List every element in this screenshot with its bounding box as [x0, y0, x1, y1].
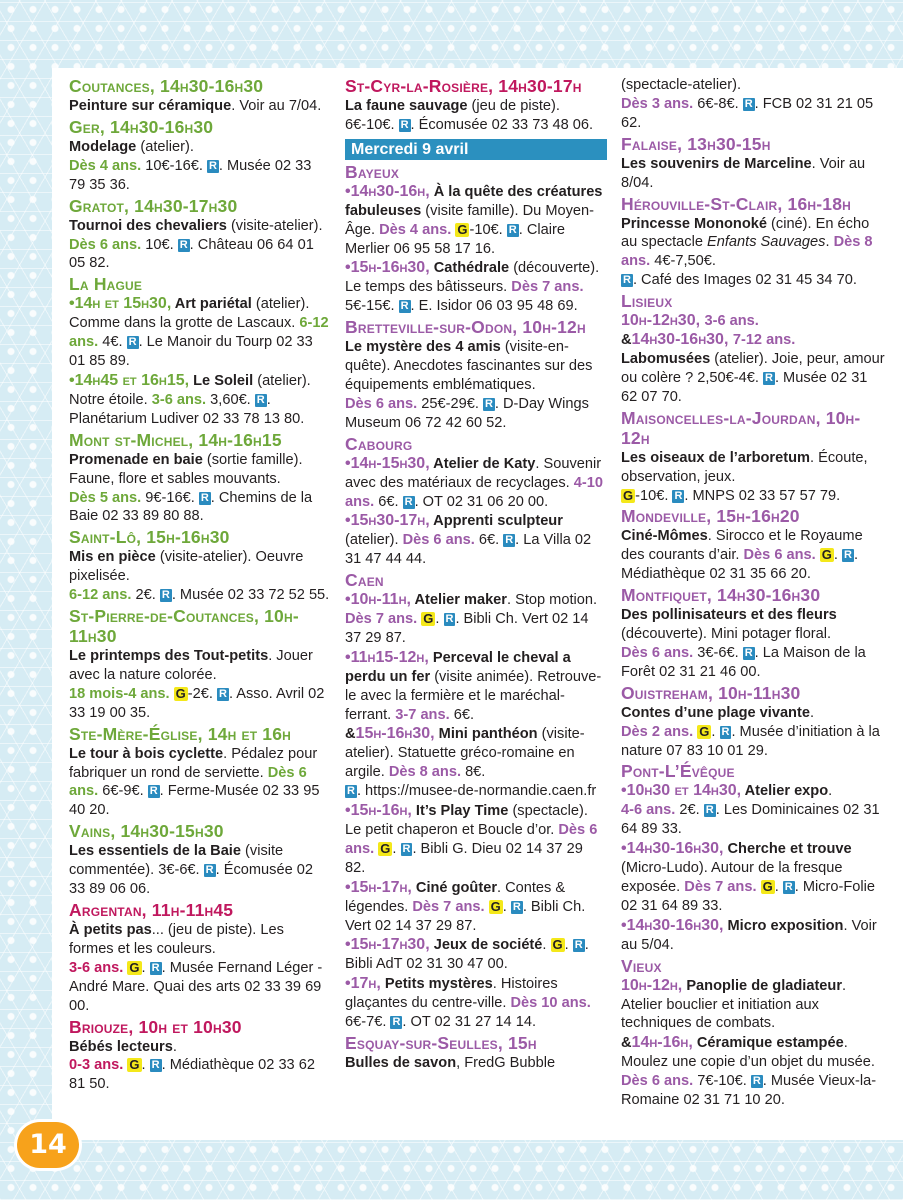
contact: . Asso. Avril 02 33 19 00 35. — [69, 685, 325, 721]
price: 10€-16€. — [141, 157, 207, 174]
event-time: •14h30-16h, — [345, 182, 430, 200]
column-2 — [345, 76, 607, 1074]
age-range: Dès 6 ans. — [345, 395, 418, 412]
event-title: Peinture sur céramique — [69, 98, 232, 114]
event-title: À petits pas — [69, 922, 152, 938]
age-range: 3-6 ans. — [69, 959, 124, 976]
r-badge-icon: R — [400, 300, 409, 313]
g-badge-icon: G — [423, 611, 434, 627]
event-title: Panoplie de gladiateur — [682, 977, 843, 994]
r-badge-icon: R — [347, 785, 355, 798]
entry-caen: Caen •10h-11h, Atelier maker. Stop motion. Dès 7 ans. G . R . Bibli Ch. Vert 02 14 37 29 87. •11h15-12h, Perceval le cheval a perdu un fer (visite animée). Retrouve-le avec la fermière et le maréchal-ferrant. 3-7 ans. 6€. &15h-16h30, Mini panthéon (visite-atelier). Statuette gréco-romaine en argile. Dès 8 ans. 8€. R . https://musee-de-normandie.caen.fr •15h-16h, It’s Play Time (spectacle). Le petit chaperon et Boucle d’or. Dès 6 ans. G . R . Bibli G. Dieu 02 14 37 29 82. •15h-17h, Ciné goûter. Contes & légendes. Dès 7 ans. G . R . Bibli Ch. Vert 02 14 37 29 87. •15h-17h30, Jeux de société. G . R . Bibli AdT 02 31 30 47 00. •17h, Petits mystères. Histoires glaçantes du centre-ville. Dès 10 ans. 6€-7€. R . OT 02 31 27 14 14. — [345, 570, 607, 1032]
event-time: •11h15-12h, — [345, 648, 429, 666]
event-kind: (visite commentée). — [69, 843, 284, 879]
age-range: Dès 6 ans. — [69, 764, 307, 800]
r-badge-icon: R — [256, 393, 265, 406]
entry-gratot — [69, 196, 331, 274]
event-desc: . Voir au 7/04. — [231, 98, 322, 114]
g-badge-icon: G — [821, 547, 832, 563]
event-time: •15h-16h30, — [345, 259, 430, 277]
event-title: Jeux de société — [429, 937, 543, 954]
entry-vains — [69, 821, 331, 899]
contact: . Ferme-Musée 02 33 95 40 20. — [69, 783, 320, 819]
r-badge-icon: R — [151, 1059, 160, 1072]
contact: . E. Isidor 06 03 95 48 69. — [410, 298, 578, 315]
place-heading: Hérouville-St-Clair, 16h-18h — [621, 193, 852, 214]
entry-montfiquet — [621, 585, 885, 682]
event-desc: . Écoute, observation, jeux. — [621, 449, 868, 485]
entry-pont-leveque: Pont-L’Évêque •10h30 et 14h30, Atelier expo. 4-6 ans. 2€. R . Les Dominicaines 02 31 64 89 33. •14h30-16h30, Cherche et trouve (Micro-Ludo). Autour de la fresque exposée. Dès 7 ans. G . R . Micro-Folie 02 31 64 89 33. •14h30-16h30, Micro exposition. Voir au 5/04. — [621, 761, 885, 954]
listing-panel — [52, 68, 903, 1140]
r-badge-icon: R — [205, 864, 214, 877]
event-title: Mini panthéon — [434, 726, 538, 743]
age-range: Dès 3 ans. — [621, 95, 694, 112]
event-desc: . Histoires glaçantes du centre-ville. — [345, 976, 558, 1012]
event-desc: (Micro-Ludo). Autour de la fresque exposée. — [621, 860, 843, 895]
entry-esquay-continued — [621, 76, 885, 133]
age-range: 0-3 ans. — [69, 1057, 124, 1074]
g-badge-icon: G — [457, 221, 468, 237]
event-title: Mis en pièce — [69, 549, 156, 566]
contact: . Château 06 64 01 05 82. — [69, 236, 314, 272]
price: 6€. — [474, 532, 504, 549]
r-badge-icon: R — [784, 881, 793, 893]
age-range: Dès 8 ans. — [621, 234, 873, 270]
event-desc: . Moulez une copie d’un objet du musée. — [621, 1035, 875, 1071]
age-range: Dès 2 ans. — [621, 723, 694, 740]
price: 10€. — [141, 236, 178, 253]
g-badge-icon: G — [380, 840, 391, 856]
event-desc: (découverte). Mini potager floral. — [621, 626, 832, 643]
entry-ste-mere-eglise — [69, 724, 331, 821]
place-heading: Bretteville-sur-Odon, 10h-12h — [345, 317, 586, 338]
event-time: •14h et 15h30, — [69, 295, 172, 313]
contact: . Musée d’initiation à la nature 07 83 10 01 29. — [621, 723, 880, 759]
event-kind: (jeu de piste). — [467, 98, 560, 114]
event-title: Atelier de Katy — [429, 455, 536, 472]
age-range: Dès 6 ans. — [402, 532, 475, 549]
r-badge-icon: R — [218, 687, 227, 700]
event-desc: . — [542, 937, 551, 954]
place-heading: Vains, 14h30-15h30 — [69, 821, 224, 842]
price: -10€. — [635, 487, 673, 504]
page-number: 14 — [17, 1122, 79, 1168]
event-desc: , FredG Bubble — [456, 1054, 556, 1071]
event-desc: . Pédalez pour fabriquer un rond de serviette. — [69, 745, 318, 781]
r-badge-icon: R — [402, 842, 411, 855]
event-title: Princesse Mononoké — [621, 215, 767, 232]
r-badge-icon: R — [705, 804, 714, 817]
contact: . Chemins de la Baie 02 33 89 80 88. — [69, 489, 313, 525]
event-time: •15h30-17h, — [345, 512, 430, 530]
g-badge-icon: G — [762, 879, 773, 894]
event-title: It’s Play Time — [411, 803, 509, 820]
r-badge-icon: R — [404, 495, 413, 508]
price: 25€-29€. — [417, 395, 483, 412]
event-title: Atelier maker — [410, 592, 507, 609]
contact: . Médiathèque 02 31 35 66 20. — [621, 547, 859, 583]
event-title: Céramique estampée — [692, 1035, 844, 1052]
entry-maisoncelles — [621, 408, 885, 506]
event-desc: . Contes & légendes. — [345, 879, 566, 915]
age-range: 7-12 ans. — [732, 332, 796, 349]
event-desc: . Voir au 5/04. — [621, 917, 877, 953]
contact: . MNPS 02 33 57 57 79. — [684, 487, 841, 504]
age-range: 3-6 ans. — [704, 313, 759, 330]
event-title: Les essentiels de la Baie — [69, 843, 241, 860]
r-badge-icon: R — [400, 118, 409, 131]
place-heading: Esquay-sur-Seulles, 15h — [345, 1032, 537, 1053]
r-badge-icon: R — [151, 961, 160, 974]
price: 3€-6€. — [693, 644, 743, 661]
event-title: Des pollinisateurs et des fleurs — [621, 607, 837, 624]
price: 6€-9€. — [98, 783, 148, 800]
event-title: Promenade en baie — [69, 451, 203, 468]
day-header: Mercredi 9 avril — [345, 139, 607, 160]
ampersand: & — [345, 726, 356, 743]
event-desc: En écho au spectacle — [621, 215, 870, 251]
age-range: 4-6 ans. — [621, 802, 676, 819]
event-time: •15h-17h30, — [345, 936, 430, 954]
r-badge-icon: R — [721, 725, 730, 738]
event-desc: . Souvenir avec des matériaux de recyclages. — [345, 455, 602, 491]
event-desc: . Jouer avec la nature colorée. — [69, 648, 313, 683]
price: 4€. — [98, 334, 127, 351]
event-time: •14h30-16h30, — [621, 840, 724, 858]
event-title: Le printemps des Tout-petits — [69, 648, 269, 665]
event-desc: (découverte). Le temps des bâtisseurs. — [345, 260, 600, 296]
place-heading: Caen — [345, 570, 384, 591]
r-badge-icon: R — [505, 534, 514, 547]
r-badge-icon: R — [844, 549, 852, 562]
place-heading: Mondeville, 15h-16h20 — [621, 506, 800, 527]
price: 7€-10€. — [693, 1073, 751, 1090]
entry-st-cyr — [345, 76, 607, 135]
place-heading: Briouze, 10h et 10h30 — [69, 1016, 242, 1037]
r-badge-icon: R — [445, 613, 454, 626]
age-range: 6-12 ans. — [69, 315, 329, 351]
place-heading: Coutances, 14h30-16h30 — [69, 76, 264, 96]
event-time: •17h, — [345, 975, 381, 993]
age-range: 6-12 ans. — [69, 587, 132, 604]
event-title: Cherche et trouve — [723, 841, 852, 858]
r-badge-icon: R — [674, 489, 683, 502]
age-range: 3-7 ans. — [395, 706, 450, 723]
price: 3€-6€. — [154, 862, 204, 879]
event-time: •15h-17h, — [345, 878, 412, 896]
event-kind: ... (jeu de piste). — [151, 922, 257, 938]
contact: . OT 02 31 27 14 14. — [402, 1014, 536, 1031]
r-badge-icon: R — [744, 646, 753, 659]
entry-argentan: Argentan, 11h-11h45 À petits pas... (jeu de piste). Les formes et les couleurs. 3-6 ans. G . R . Musée Fernand Léger - André Mare. Quai des arts 02 33 39 69 00. — [69, 900, 331, 1016]
place-heading: Cabourg — [345, 433, 413, 454]
event-time: •10h30 et 14h30, — [621, 782, 742, 800]
event-time: •14h-15h30, — [345, 454, 430, 472]
g-badge-icon: G — [175, 685, 186, 701]
place-heading: Montfiquet, 14h30-16h30 — [621, 585, 821, 606]
event-desc: Oeuvre pixelisée. — [69, 549, 304, 585]
event-desc: . Sirocco et le Royaume des courants d’air. — [621, 528, 863, 564]
event-desc: (spectacle). Le petit chaperon et Boucle d’or. — [345, 803, 588, 838]
place-heading: Ouistreham, 10h-11h30 — [621, 682, 801, 703]
r-badge-icon: R — [752, 1075, 761, 1088]
r-badge-icon: R — [200, 491, 209, 504]
event-desc: . Voir au 8/04. — [621, 155, 866, 191]
event-title: Modelage — [69, 138, 137, 155]
price: 9€-16€. — [141, 489, 199, 506]
event-time: •14h45 et 16h15, — [69, 371, 190, 389]
price: 6€-10€. — [345, 116, 399, 133]
price: 2€. — [675, 802, 704, 819]
r-badge-icon: R — [149, 785, 158, 798]
age-range: Dès 7 ans. — [684, 879, 757, 895]
contact: . Bibli G. Dieu 02 14 37 29 82. — [345, 840, 583, 876]
place-heading: Falaise, 13h30-15h — [621, 133, 771, 154]
ampersand: & — [621, 1035, 632, 1052]
event-desc: . — [172, 1038, 177, 1055]
event-desc: . — [825, 234, 834, 251]
event-title: Cathédrale — [429, 260, 510, 277]
price: 6€-8€. — [693, 95, 743, 112]
event-title: Perceval le cheval a perdu un fer — [345, 649, 571, 685]
event-kind: (visite-en-quête). Anecdotes fascinantes sur des équipements emblématiques. — [345, 339, 593, 393]
event-desc: (visite-atelier). Statuette gréco-romaine en argile. — [345, 726, 585, 781]
event-desc: . — [809, 704, 815, 721]
event-kind: (ciné). — [766, 215, 812, 232]
column-1 — [69, 76, 331, 1095]
age-range: Dès 6 ans. — [621, 644, 694, 661]
r-badge-icon: R — [208, 159, 217, 172]
event-title: Atelier expo — [741, 783, 829, 800]
contact: . Musée Fernand Léger - André Mare. Quai des arts 02 33 39 69 00. — [69, 959, 323, 1014]
price: 3,60€. — [206, 391, 255, 408]
event-desc: . Atelier bouclier et initiation aux techniques de combats. — [621, 977, 847, 1032]
contact: . Bibli Ch. Vert 02 14 37 29 87. — [345, 898, 586, 934]
place-heading: Vieux — [621, 955, 662, 976]
event-title: Les souvenirs de Marceline — [621, 155, 812, 172]
entry-saint-lo — [69, 527, 331, 605]
place-heading: Saint-Lô, 15h-16h30 — [69, 527, 230, 548]
contact: . FCB 02 31 21 05 62. — [621, 95, 874, 131]
age-range: Dès 7 ans. — [345, 611, 418, 628]
price: -2€. — [187, 685, 217, 702]
event-desc: . — [828, 783, 833, 800]
event-time: 10h-12h, — [621, 976, 683, 994]
event-title: Bulles de savon — [345, 1054, 457, 1071]
event-title: Ciné goûter — [411, 879, 497, 896]
price: -10€. — [469, 221, 507, 238]
event-title: Micro exposition — [723, 917, 844, 934]
age-range: Dès 5 ans. — [69, 489, 142, 506]
event-title: Tournoi des chevaliers — [69, 217, 227, 234]
age-range: 3-6 ans. — [151, 391, 207, 408]
age-range: Dès 4 ans. — [379, 221, 452, 238]
g-badge-icon: G — [623, 487, 634, 503]
contact: . Micro-Folie 02 31 64 89 33. — [621, 879, 876, 914]
event-title: Contes d’une plage vivante — [621, 704, 810, 721]
entry-falaise — [621, 134, 885, 193]
event-title: Le Soleil — [189, 372, 254, 389]
event-kind: (sortie famille). — [202, 451, 303, 468]
event-time: •10h-11h, — [345, 591, 411, 609]
place-heading: Lisieux — [621, 291, 673, 312]
age-range: Dès 7 ans. — [412, 898, 485, 915]
place-heading: Mont st-Michel, 14h-16h15 — [69, 429, 282, 450]
event-time: •15h-16h, — [345, 802, 412, 820]
website-link[interactable]: . https://musee-de-normandie.caen.fr — [356, 783, 597, 800]
event-title: Petits mystères — [380, 976, 493, 993]
event-desc: (spectacle-atelier). — [621, 77, 742, 93]
event-time: 10h-12h30, — [621, 312, 705, 330]
entry-mont-st-michel — [69, 430, 331, 527]
age-range: Dès 4 ans. — [69, 157, 142, 174]
event-kind: (visite-atelier). — [226, 217, 323, 234]
entry-bretteville — [345, 317, 607, 433]
entry-ouistreham: Ouistreham, 10h-11h30 Contes d’une plage vivante. Dès 2 ans. G . R . Musée d’initiation à la nature 07 83 10 01 29. — [621, 683, 885, 761]
contact: . Bibli Ch. Vert 02 14 37 29 87. — [345, 611, 589, 646]
event-title: À la quête des créatures fabuleuses — [345, 183, 603, 219]
place-heading: Pont-L’Évêque — [621, 761, 735, 782]
entry-briouze: Briouze, 10h et 10h30 Bébés lecteurs. 0-3 ans. G . R . Médiathèque 02 33 62 81 50. — [69, 1017, 331, 1095]
entry-mondeville: Mondeville, 15h-16h20 Ciné-Mômes. Sirocco et le Royaume des courants d’air. Dès 6 ans. G . R . Médiathèque 02 31 35 66 20. — [621, 506, 885, 584]
contact: . Bibli AdT 02 31 30 47 00. — [345, 937, 589, 973]
age-range: Dès 6 ans. — [69, 236, 142, 253]
age-range: Dès 6 ans. — [345, 822, 598, 857]
r-badge-icon: R — [764, 371, 773, 384]
place-heading: Ste-Mère-Église, 14h et 16h — [69, 723, 292, 744]
contact: . OT 02 31 06 20 00. — [414, 493, 549, 510]
entry-ger — [69, 117, 331, 195]
entry-esquay — [345, 1033, 607, 1073]
event-title: Apprenti sculpteur — [429, 513, 563, 530]
place-heading: Argentan, 11h-11h45 — [69, 900, 234, 920]
r-badge-icon: R — [574, 939, 583, 952]
age-range: 4-10 ans. — [345, 474, 603, 510]
place-heading: La Hague — [69, 274, 143, 295]
contact: . Médiathèque 02 33 62 81 50. — [69, 1057, 315, 1093]
event-desc: Faune, flore et sables mouvants. — [69, 470, 281, 487]
r-badge-icon: R — [484, 397, 493, 410]
entry-bayeux — [345, 162, 607, 316]
place-heading: Bayeux — [345, 161, 400, 182]
g-badge-icon: G — [490, 898, 501, 914]
price: 4€-7,50€. — [650, 253, 716, 270]
entry-lisieux — [621, 291, 885, 407]
event-title: Bébés lecteurs — [69, 1038, 173, 1055]
event-title: Les oiseaux de l’arboretum — [621, 449, 810, 466]
place-heading: St-Cyr-la-Rosière, 14h30-17h — [345, 76, 582, 96]
event-title: Le mystère des 4 amis — [345, 339, 501, 356]
r-badge-icon: R — [623, 274, 631, 287]
price: 5€-15€. — [345, 298, 399, 315]
event-desc: (atelier). Comme dans la grotte de Lascaux. — [69, 296, 310, 332]
event-desc: (visite famille). Du Moyen-Âge. — [345, 202, 594, 238]
event-desc: (atelier). Notre étoile. — [69, 372, 311, 408]
price: 6€-7€. — [345, 1014, 391, 1031]
event-title: Le tour à bois cyclette — [69, 745, 224, 762]
event-kind: (atelier). — [136, 138, 194, 155]
g-badge-icon: G — [129, 1057, 140, 1073]
entry-coutances — [69, 76, 331, 116]
place-heading: Maisoncelles-la-Jourdan, 10h-12h — [621, 407, 861, 448]
show-title: Enfants Sauvages — [707, 234, 826, 251]
age-range: 18 mois-4 ans. — [69, 685, 170, 702]
contact: . Le Manoir du Tourp 02 33 01 85 89. — [69, 334, 313, 370]
r-badge-icon: R — [512, 900, 521, 913]
event-time: 14h-16h, — [631, 1034, 693, 1052]
g-badge-icon: G — [699, 723, 710, 739]
contact: . Les Dominicaines 02 31 64 89 33. — [621, 802, 880, 838]
contact: . La Maison de la Forêt 02 31 21 46 00. — [621, 644, 866, 680]
event-title: Art pariétal — [171, 296, 252, 313]
entry-vieux — [621, 956, 885, 1110]
event-desc: Les formes et les couleurs. — [69, 922, 284, 957]
age-range: Dès 8 ans. — [388, 764, 462, 781]
age-range: Dès 10 ans. — [510, 995, 591, 1012]
r-badge-icon: R — [161, 589, 170, 602]
price: 6€. — [449, 706, 474, 723]
contact: . Planétarium Ludiver 02 33 78 13 80. — [69, 391, 305, 427]
event-desc: (visite animée). Retrouve-le avec la fermière et le maréchal-ferrant. — [345, 668, 602, 723]
age-range: Dès 6 ans. — [743, 547, 816, 564]
place-heading: Gratot, 14h30-17h30 — [69, 195, 238, 216]
event-desc: (atelier). — [345, 532, 403, 549]
event-time: 14h30-16h30, — [631, 331, 733, 349]
contact: . Musée 02 33 72 52 55. — [171, 587, 330, 604]
contact: . D-Day Wings Museum 06 72 42 60 52. — [345, 395, 589, 431]
r-badge-icon: R — [744, 97, 753, 110]
r-badge-icon: R — [508, 223, 517, 236]
contact: . Musée 02 33 79 35 36. — [69, 157, 312, 193]
event-desc: (atelier). Joie, peur, amour ou colère ? 2,50€-4€. — [621, 350, 885, 386]
column-3 — [621, 76, 885, 1111]
price: 6€. — [374, 493, 403, 510]
entry-la-hague — [69, 274, 331, 428]
event-time: •14h30-16h30, — [621, 916, 724, 934]
contact: . Écomusée 02 33 89 06 06. — [69, 862, 313, 898]
price: 8€. — [461, 764, 486, 781]
r-badge-icon: R — [128, 336, 137, 349]
age-range: Dès 7 ans. — [511, 279, 584, 296]
event-desc: . Stop motion. — [506, 592, 598, 609]
r-badge-icon: R — [392, 1016, 401, 1029]
r-badge-icon: R — [179, 238, 188, 251]
event-title: Ciné-Mômes — [621, 528, 708, 545]
event-title: La faune sauvage — [345, 98, 468, 114]
ampersand: & — [621, 332, 632, 349]
contact: . Écomusée 02 33 73 48 06. — [410, 116, 594, 133]
g-badge-icon: G — [129, 959, 140, 975]
entry-herouville — [621, 194, 885, 291]
contact: . Claire Merlier 06 95 58 17 16. — [345, 221, 565, 257]
contact: . Café des Images 02 31 45 34 70. — [632, 272, 857, 289]
entry-cabourg — [345, 434, 607, 569]
place-heading: Ger, 14h30-16h30 — [69, 116, 214, 137]
g-badge-icon: G — [552, 937, 563, 953]
event-title: Labomusées — [621, 350, 711, 367]
event-time: 15h-16h30, — [355, 725, 435, 743]
event-kind: (visite-atelier). — [155, 549, 252, 566]
contact: . Musée 02 31 62 07 70. — [621, 369, 868, 405]
contact: . La Villa 02 31 47 44 44. — [345, 532, 592, 568]
place-heading: St-Pierre-de-Coutances, 10h-11h30 — [69, 606, 299, 647]
age-range: Dès 6 ans. — [621, 1073, 694, 1090]
entry-st-pierre — [69, 606, 331, 723]
price: 2€. — [131, 587, 160, 604]
contact: . Musée Vieux-la-Romaine 02 31 71 10 20. — [621, 1073, 877, 1109]
